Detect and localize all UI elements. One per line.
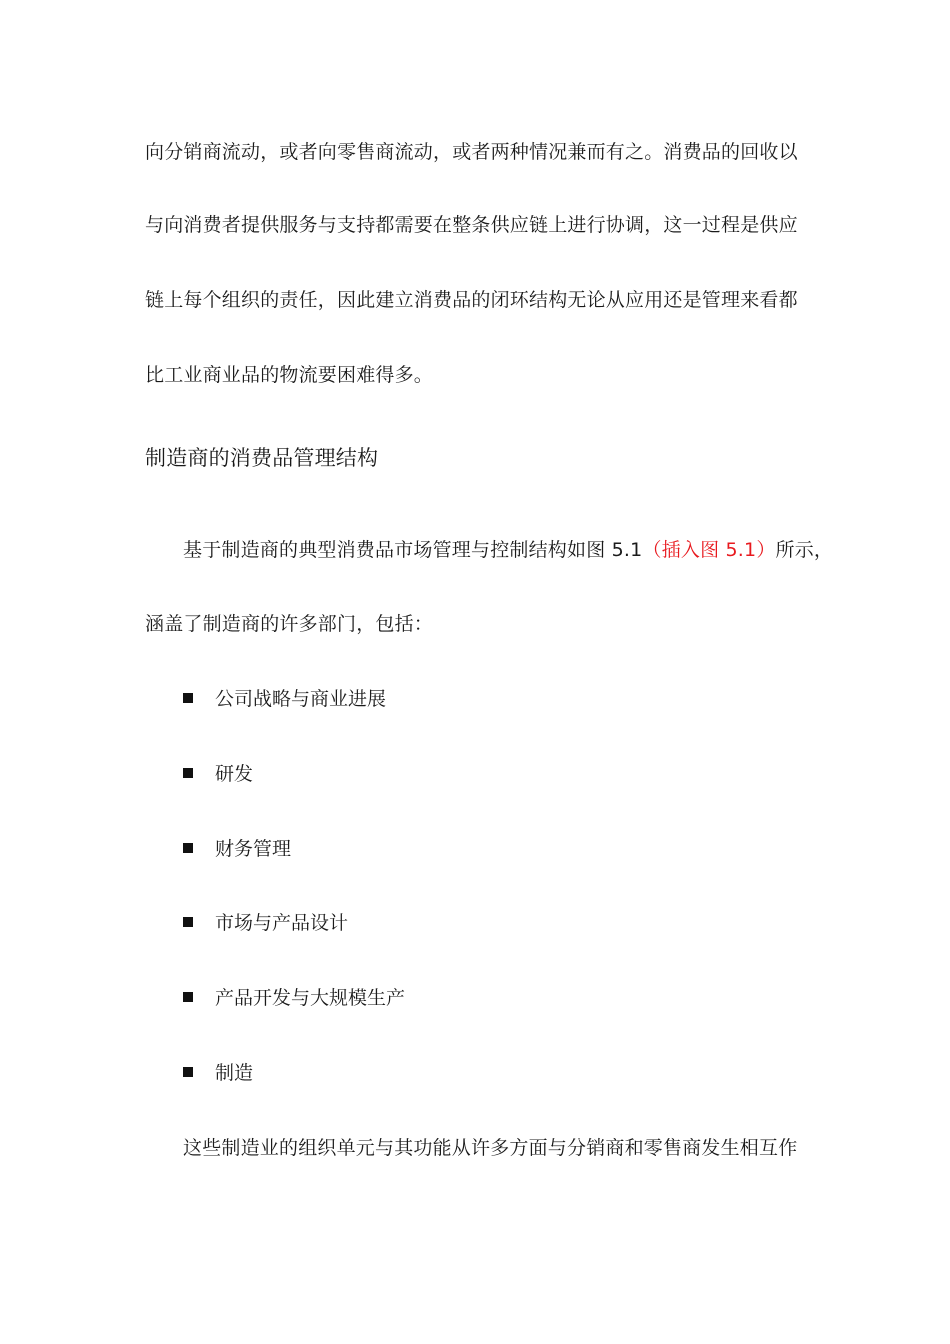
bullet-square-icon [183, 1067, 193, 1077]
paragraph1-line4: 比工业商业品的物流要困难得多。 [145, 364, 434, 386]
figure-insert-note: （插入图 5.1） [642, 539, 776, 561]
paragraph2-line1 [183, 537, 833, 563]
list-item-label: 研发 [215, 763, 254, 785]
list-item [183, 985, 405, 1011]
list-item [183, 686, 386, 712]
bullet-square-icon [183, 768, 193, 778]
section-heading: 制造商的消费品管理结构 [145, 446, 379, 470]
paragraph1-line2: 与向消费者提供服务与支持都需要在整条供应链上进行协调，这一过程是供应 [145, 214, 798, 236]
bullet-square-icon [183, 917, 193, 927]
list-item [183, 1060, 253, 1086]
list-item-label: 市场与产品设计 [215, 912, 349, 934]
paragraph2-line1-text: 基于制造商的典型消费品市场管理与控制结构如图 5.1 [183, 539, 643, 561]
list-item-label: 公司战略与商业进展 [215, 688, 387, 710]
paragraph1-line3: 链上每个组织的责任，因此建立消费品的闭环结构无论从应用还是管理来看都 [145, 289, 798, 311]
bullet-square-icon [183, 843, 193, 853]
paragraph1-line1: 向分销商流动，或者向零售商流动，或者两种情况兼而有之。消费品的回收以 [145, 141, 798, 163]
list-item-label: 财务管理 [215, 838, 292, 860]
list-item [183, 910, 348, 936]
list-item-label: 产品开发与大规模生产 [215, 987, 406, 1009]
list-item [183, 761, 253, 787]
paragraph2-line1-tail: 所示， [775, 539, 834, 561]
list-item-label: 制造 [215, 1062, 254, 1084]
bullet-square-icon [183, 693, 193, 703]
list-item [183, 836, 291, 862]
bullet-square-icon [183, 992, 193, 1002]
paragraph3-line1: 这些制造业的组织单元与其功能从许多方面与分销商和零售商发生相互作 [183, 1137, 798, 1159]
paragraph2-line2: 涵盖了制造商的许多部门，包括： [145, 613, 434, 635]
